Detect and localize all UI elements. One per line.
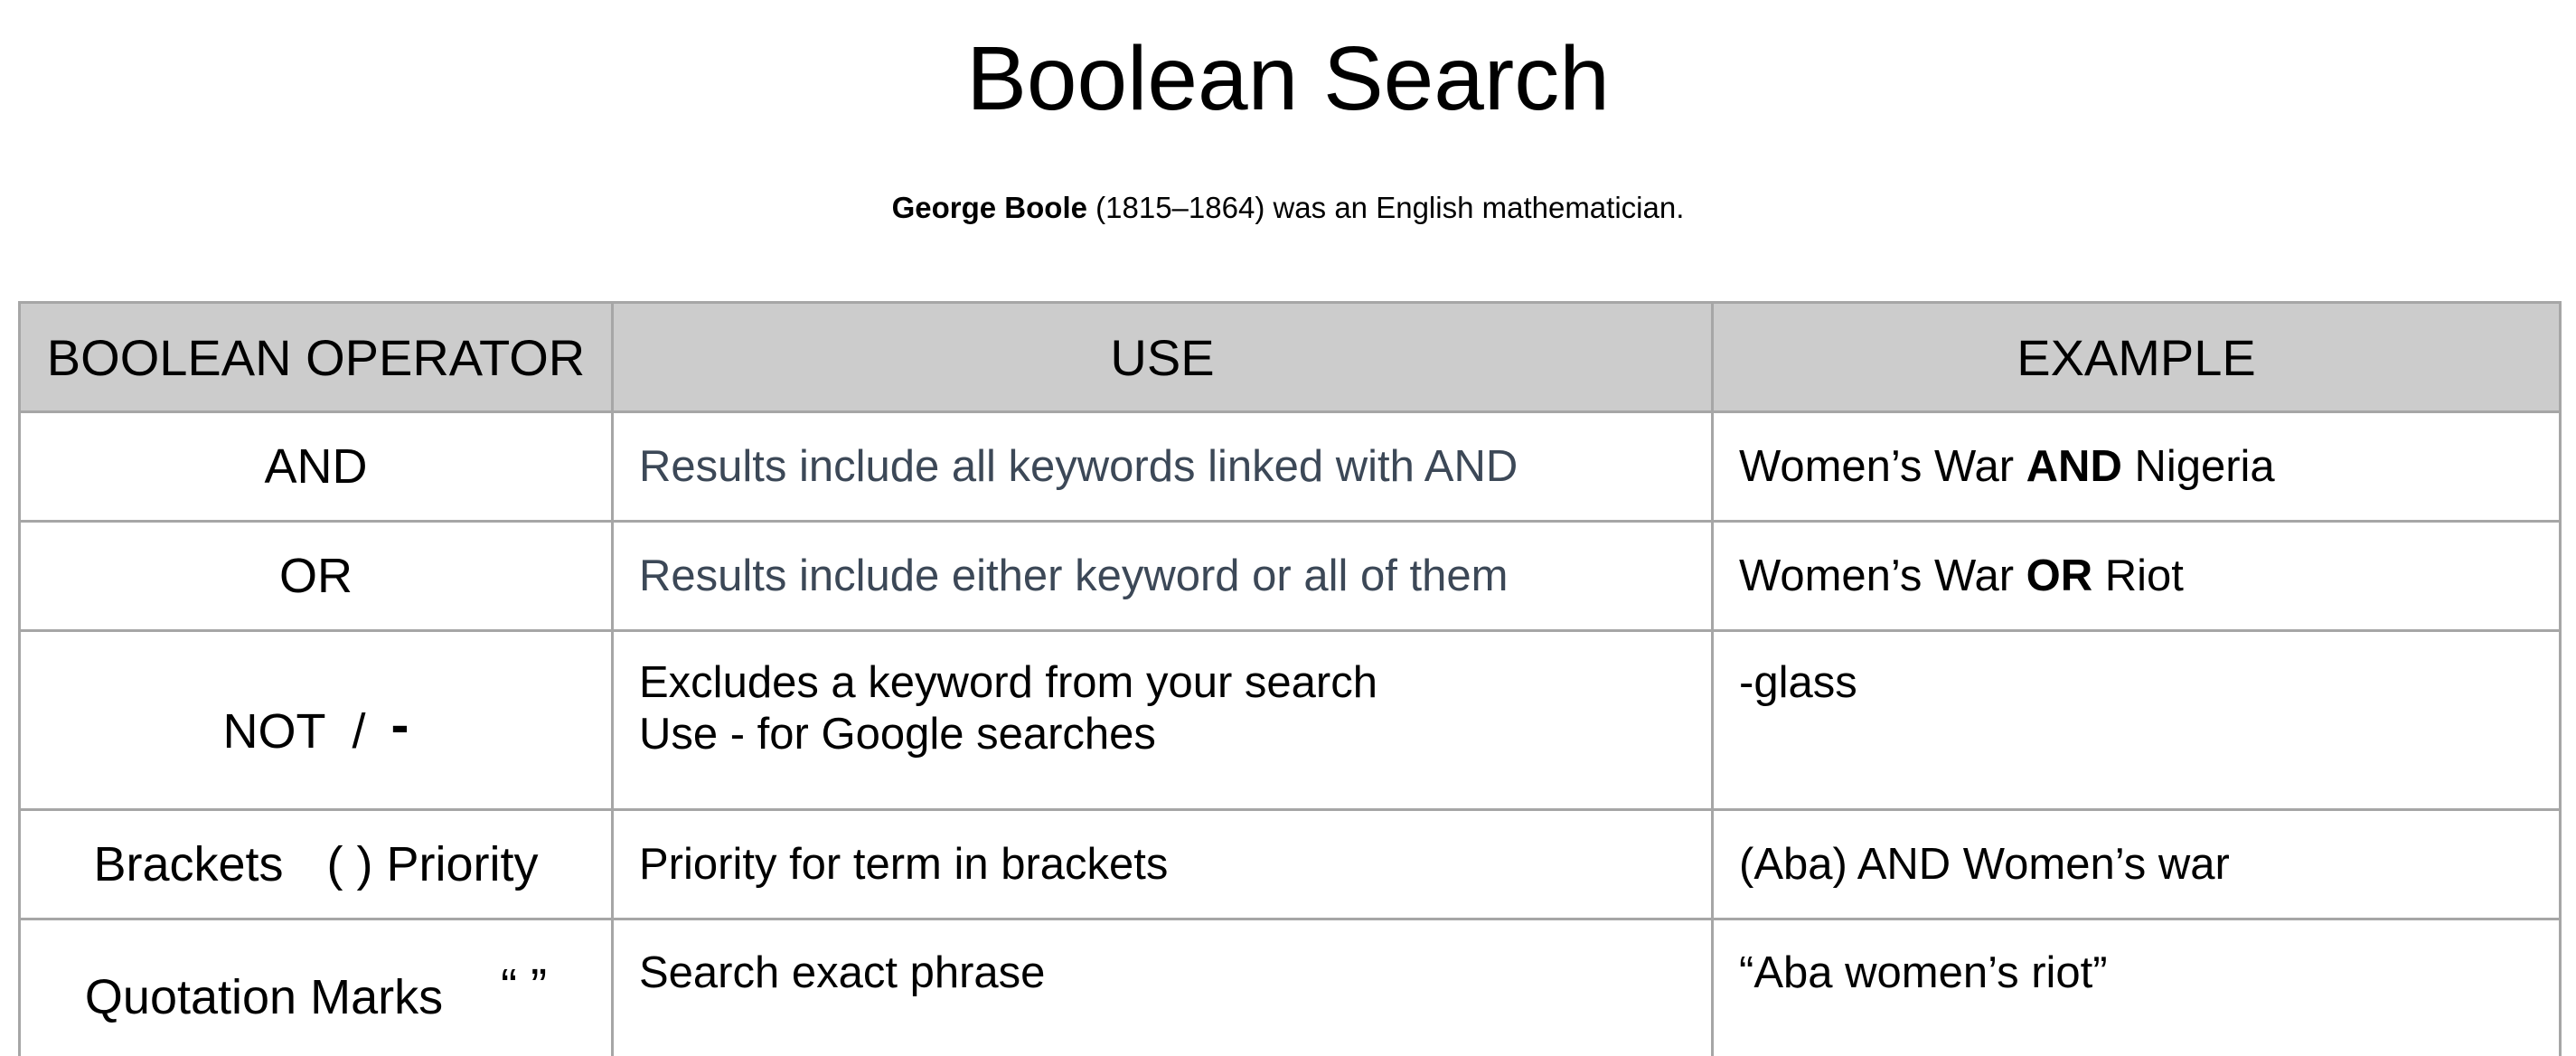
- example-operator: AND: [2026, 442, 2122, 491]
- operator-cell: [20, 919, 613, 1056]
- operator-label: NOT /: [222, 704, 366, 759]
- table-row: [20, 919, 2561, 1056]
- table-row: [20, 412, 2561, 522]
- use-cell: [613, 631, 1713, 810]
- example-text: Women’s War: [1739, 442, 2026, 491]
- use-cell: Results include all keywords linked with AND: [613, 412, 1713, 522]
- table-row: [20, 631, 2561, 810]
- subtitle-description: (1815–1864) was an English mathematician.: [1086, 191, 1685, 224]
- boolean-operators-table: [18, 301, 2562, 1056]
- table-row: [20, 522, 2561, 631]
- brackets-symbol: ( ): [326, 837, 373, 891]
- minus-symbol: -: [390, 694, 409, 755]
- example-cell: [1713, 412, 2561, 522]
- subtitle-name: George Boole: [891, 191, 1087, 224]
- example-text: Nigeria: [2121, 442, 2275, 491]
- use-cell: Search exact phrase: [613, 919, 1713, 1056]
- operator-label: Quotation Marks: [84, 970, 444, 1024]
- operator-suffix: Priority: [386, 837, 539, 891]
- quotation-marks-symbol: “ ”: [501, 959, 548, 1014]
- page-title: Boolean Search: [966, 28, 1610, 129]
- operator-cell: [20, 631, 613, 810]
- example-cell: “Aba women’s riot”: [1713, 919, 2561, 1056]
- table-header-row: [20, 303, 2561, 412]
- header-use: USE: [613, 303, 1713, 412]
- header-boolean-operator: BOOLEAN OPERATOR: [20, 303, 613, 412]
- example-cell: -glass: [1713, 631, 2561, 810]
- operator-cell: AND: [20, 412, 613, 522]
- table-row: [20, 810, 2561, 919]
- use-line: Excludes a keyword from your search: [639, 658, 1377, 707]
- example-text: Women’s War: [1739, 552, 2026, 600]
- example-operator: OR: [2026, 552, 2093, 600]
- header-example: EXAMPLE: [1713, 303, 2561, 412]
- operator-cell: [20, 810, 613, 919]
- use-cell: Priority for term in brackets: [613, 810, 1713, 919]
- example-cell: [1713, 522, 2561, 631]
- use-line: Use - for Google searches: [639, 710, 1156, 759]
- operator-label: Brackets: [93, 837, 284, 891]
- use-cell: Results include either keyword or all of them: [613, 522, 1713, 631]
- example-cell: (Aba) AND Women’s war: [1713, 810, 2561, 919]
- subtitle: [0, 188, 2576, 228]
- example-text: Riot: [2092, 552, 2184, 600]
- operator-cell: OR: [20, 522, 613, 631]
